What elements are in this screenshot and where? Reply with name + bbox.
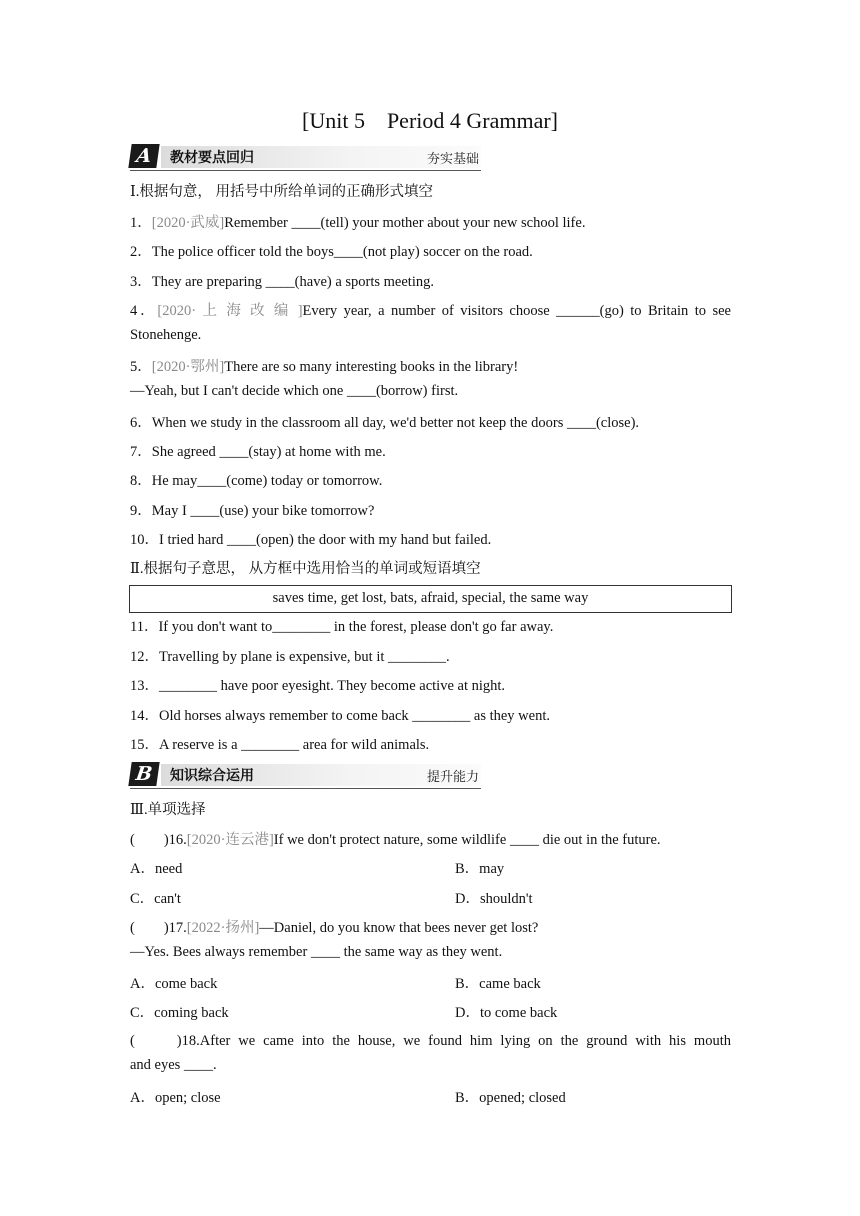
q17-option-a[interactable]: A．come back: [130, 976, 218, 992]
question-9: 9．May I ____(use) your bike tomorrow?: [130, 503, 375, 519]
question-12: 12．Travelling by plane is expensive, but it ________.: [130, 649, 450, 665]
question-5-continuation: —Yeah, but I can't decide which one ____(borrow) first.: [130, 383, 459, 399]
question-18: ( )18.After we came into the house, we found him lying on the ground with his mouth: [130, 1033, 731, 1049]
section-b-badge: B: [128, 762, 159, 786]
word-box-text: saves time, get lost, bats, afraid, special, the same way: [272, 590, 589, 606]
part1-heading: Ⅰ.根据句意， 用括号中所给单词的正确形式填空: [130, 184, 433, 200]
question-6: 6．When we study in the classroom all day, we'd better not keep the doors ____(close).: [130, 415, 640, 431]
section-b-label: 知识综合运用: [170, 768, 254, 784]
section-a-label: 教材要点回归: [170, 150, 254, 166]
section-a-tag: 夯实基础: [426, 152, 479, 167]
question-4-continuation: Stonehenge.: [130, 327, 202, 343]
question-16: ( )16.[2020·连云港]If we don't protect nature, some wildlife ____ die out in the future.: [130, 832, 661, 848]
question-1: 1．[2020·武威]Remember ____(tell) your mother about your new school life.: [130, 215, 586, 231]
part2-heading: Ⅱ.根据句子意思， 从方框中选用恰当的单词或短语填空: [130, 561, 481, 577]
question-18-continuation: and eyes ____.: [130, 1057, 217, 1073]
question-8: 8．He may____(come) today or tomorrow.: [130, 473, 383, 489]
q17-option-c[interactable]: C．coming back: [130, 1005, 229, 1021]
question-14: 14．Old horses always remember to come back ________ as they went.: [130, 708, 550, 724]
q16-option-d[interactable]: D．shouldn't: [455, 891, 533, 907]
question-17: ( )17.[2022·扬州]—Daniel, do you know that bees never get lost?: [130, 920, 539, 936]
q18-option-a[interactable]: A．open; close: [130, 1090, 221, 1106]
question-5: 5．[2020·鄂州]There are so many interesting books in the library!: [130, 359, 519, 375]
section-b-tag: 提升能力: [426, 770, 479, 785]
q17-option-d[interactable]: D．to come back: [455, 1005, 558, 1021]
page-title: [Unit 5 Period 4 Grammar]: [302, 108, 558, 133]
question-17-continuation: —Yes. Bees always remember ____ the same way as they went.: [130, 944, 503, 960]
question-11: 11．If you don't want to________ in the forest, please don't go far away.: [130, 619, 554, 635]
part3-heading: Ⅲ.单项选择: [130, 802, 206, 818]
question-7: 7．She agreed ____(stay) at home with me.: [130, 444, 386, 460]
q18-option-b[interactable]: B．opened; closed: [455, 1090, 566, 1106]
q17-option-b[interactable]: B．came back: [455, 976, 541, 992]
question-4: 4．[2020· 上 海 改 编 ]Every year, a number of visitors choose ______(go) to Britain to see: [130, 303, 731, 319]
q16-option-b[interactable]: B．may: [455, 861, 505, 877]
q16-option-c[interactable]: C．can't: [130, 891, 181, 907]
question-2: 2．The police officer told the boys____(not play) soccer on the road.: [130, 244, 533, 260]
q16-option-a[interactable]: A．need: [130, 861, 183, 877]
question-3: 3．They are preparing ____(have) a sports meeting.: [130, 274, 434, 290]
question-10: 10．I tried hard ____(open) the door with my hand but failed.: [130, 532, 492, 548]
word-box: [129, 585, 732, 613]
section-a-badge: A: [128, 144, 159, 168]
question-15: 15．A reserve is a ________ area for wild animals.: [130, 737, 430, 753]
section-b-banner: [130, 760, 481, 789]
section-a-banner: [130, 142, 481, 171]
question-13: 13．________ have poor eyesight. They become active at night.: [130, 678, 506, 694]
